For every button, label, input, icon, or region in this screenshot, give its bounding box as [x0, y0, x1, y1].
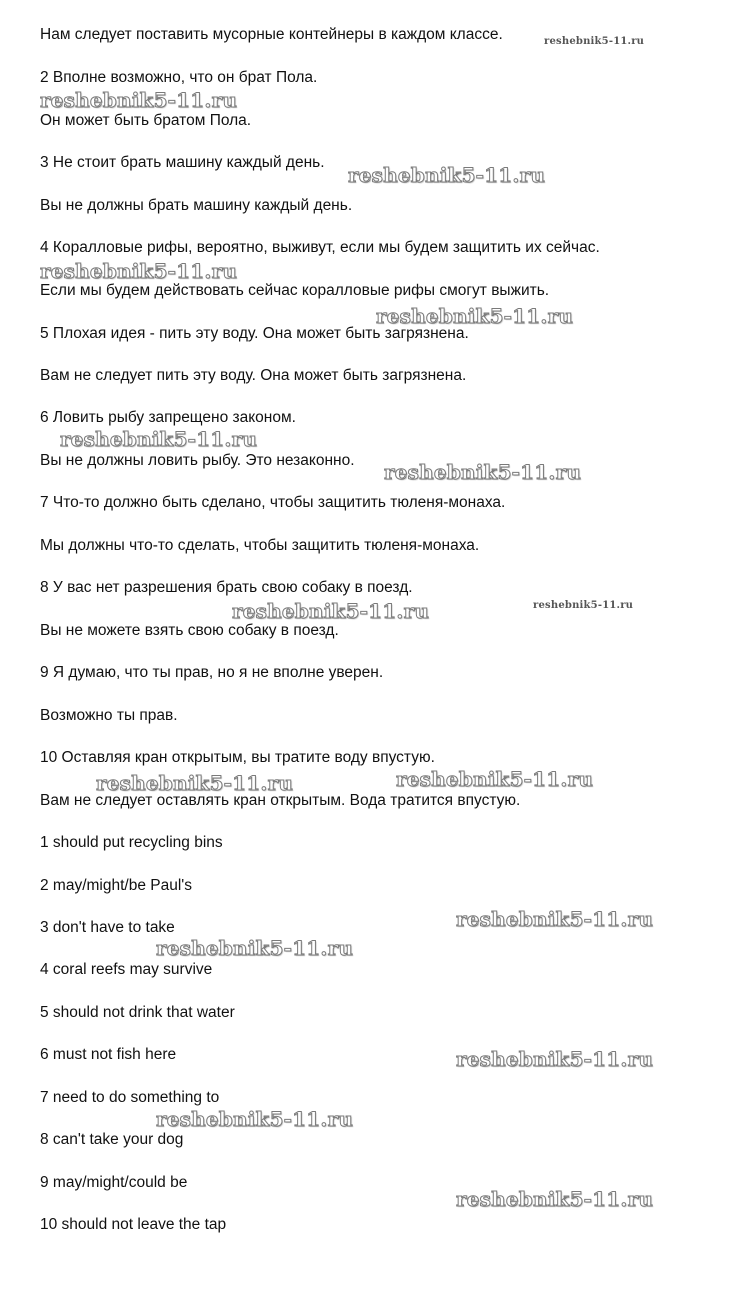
answer-line: 5 should not drink that water	[40, 1004, 235, 1021]
text-line: 9 Я думаю, что ты прав, но я не вполне уверен.	[40, 664, 384, 681]
text-line: Он может быть братом Пола.	[40, 112, 252, 129]
text-line: 10 Оставляя кран открытым, вы тратите воду впустую.	[40, 749, 435, 766]
answer-line: 6 must not fish here	[40, 1046, 177, 1063]
watermark: reshebnik5-11.ru	[60, 427, 258, 451]
text-line: Вам не следует оставлять кран открытым. Вода тратится впустую.	[40, 792, 521, 809]
watermark: reshebnik5-11.ru	[376, 304, 574, 328]
text-line: 7 Что-то должно быть сделано, чтобы защитить тюленя-монаха.	[40, 494, 506, 511]
answer-line: 4 coral reefs may survive	[40, 961, 213, 978]
watermark: reshebnik5-11.ru	[40, 88, 238, 112]
watermark: reshebnik5-11.ru	[456, 1187, 654, 1211]
text-line: 6 Ловить рыбу запрещено законом.	[40, 409, 296, 426]
watermark: reshebnik5-11.ru	[232, 599, 430, 623]
watermark: reshebnik5-11.ru	[156, 936, 354, 960]
watermark: reshebnik5-11.ru	[544, 36, 645, 47]
watermark: reshebnik5-11.ru	[96, 771, 294, 795]
text-line: Нам следует поставить мусорные контейнеры в каждом классе.	[40, 26, 503, 43]
watermark: reshebnik5-11.ru	[384, 460, 582, 484]
text-line: 3 Не стоит брать машину каждый день.	[40, 154, 325, 171]
watermark: reshebnik5-11.ru	[40, 259, 238, 283]
text-line: 8 У вас нет разрешения брать свою собаку в поезд.	[40, 579, 413, 596]
watermark: reshebnik5-11.ru	[456, 1047, 654, 1071]
text-line: Возможно ты прав.	[40, 707, 178, 724]
answer-line: 10 should not leave the tap	[40, 1216, 227, 1233]
answer-line: 1 should put recycling bins	[40, 834, 223, 851]
answer-line: 7 need to do something to	[40, 1089, 220, 1106]
text-line: Вы не должны ловить рыбу. Это незаконно.	[40, 452, 355, 469]
watermark: reshebnik5-11.ru	[348, 163, 546, 187]
watermark: reshebnik5-11.ru	[456, 907, 654, 931]
text-line: Вы не должны брать машину каждый день.	[40, 197, 353, 214]
text-line: 2 Вполне возможно, что он брат Пола.	[40, 69, 318, 86]
text-line: Мы должны что-то сделать, чтобы защитить тюленя-монаха.	[40, 537, 480, 554]
answer-line: 2 may/might/be Paul's	[40, 877, 193, 894]
text-line: Если мы будем действовать сейчас коралловые рифы смогут выжить.	[40, 282, 550, 299]
text-line: Вы не можете взять свою собаку в поезд.	[40, 622, 339, 639]
answer-line: 8 can't take your dog	[40, 1131, 184, 1148]
answer-line: 9 may/might/could be	[40, 1174, 188, 1191]
watermark: reshebnik5-11.ru	[396, 767, 594, 791]
answer-line: 3 don't have to take	[40, 919, 175, 936]
text-line: 4 Коралловые рифы, вероятно, выживут, если мы будем защитить их сейчас.	[40, 239, 600, 256]
text-line: Вам не следует пить эту воду. Она может быть загрязнена.	[40, 367, 467, 384]
watermark: reshebnik5-11.ru	[533, 600, 634, 611]
watermark: reshebnik5-11.ru	[156, 1107, 354, 1131]
text-line: 5 Плохая идея - пить эту воду. Она может быть загрязнена.	[40, 325, 469, 342]
